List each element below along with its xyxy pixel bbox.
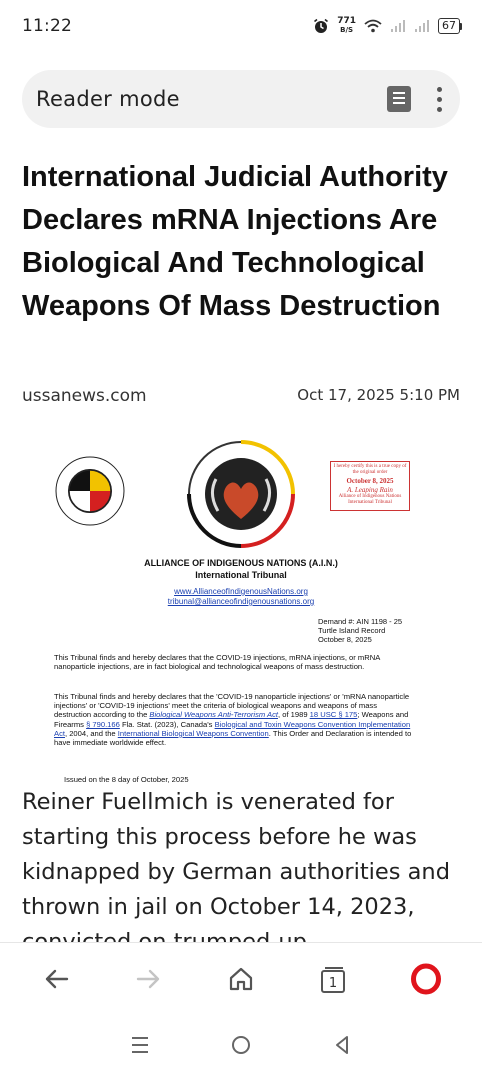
document-email-link[interactable]: tribunal@allianceofindigenousnations.org (167, 597, 315, 606)
document-issued-line: Issued on the 8 day of October, 2025 (64, 775, 189, 784)
menu-lines-icon (129, 1035, 151, 1055)
bwata-link[interactable]: Biological Weapons Anti-Terrorism Act (149, 710, 278, 720)
canada-act-link[interactable]: Biological and Toxin Weapons Convention Implementation Act (54, 719, 411, 738)
document-paragraph-1: This Tribunal finds and hereby declares that the COVID-19 injections, mRNA injections, or mRNA nanoparticle injections, are in fact biological and technological weapons of mass destruction. (54, 653, 380, 672)
document-org-title: ALLIANCE OF INDIGENOUS NATIONS (A.I.N.) (144, 558, 338, 568)
circle-home-icon (230, 1034, 252, 1056)
opera-menu-button[interactable] (402, 955, 450, 1003)
great-seal-logo (54, 455, 126, 527)
alliance-of-indigenous-nations-logo (186, 439, 296, 549)
certification-stamp (330, 461, 410, 511)
battery-icon (438, 18, 462, 34)
record-name: Turtle Island Record (318, 626, 386, 635)
forward-button[interactable] (125, 955, 173, 1003)
triangle-back-icon (331, 1034, 353, 1056)
recent-apps-button[interactable] (129, 1035, 151, 1059)
stamp-certify-text: I hereby certify this is a true copy of the original order (333, 464, 407, 475)
demand-number: Demand #: AIN 1198 - 25 (318, 617, 403, 626)
network-speed-unit: B/S (340, 26, 354, 34)
back-button[interactable] (32, 955, 80, 1003)
signal-icon-1 (390, 19, 406, 33)
reader-mode-bar (22, 70, 460, 128)
stamp-org: Alliance of Indigenous Nations International Tribunal (338, 494, 402, 505)
reader-mode-title: Reader mode (36, 87, 180, 111)
home-button[interactable] (217, 955, 265, 1003)
battery-level: 67 (438, 18, 460, 34)
article-date: Oct 17, 2025 5:10 PM (297, 386, 460, 404)
record-date: October 8, 2025 (318, 635, 372, 644)
signal-icon-2 (414, 19, 430, 33)
article-body: Reiner Fuellmich is venerated for starting this process before he was kidnapped by German authorities and thrown in jail on October 14, 2023, (22, 789, 450, 920)
document-tribunal: International Tribunal (195, 570, 287, 580)
alarm-icon (313, 18, 329, 34)
article-document-image (0, 425, 482, 785)
usc-link[interactable]: 18 USC § 175 (309, 710, 358, 720)
article-headline: International Judicial Authority Declares mRNA Injections Are Biological And Technological Weapons Of Mass Destruction (22, 161, 448, 322)
stamp-signature: A. Leaping Rain (347, 486, 393, 494)
back-nav-button[interactable] (331, 1034, 353, 1060)
forward-arrow-icon (136, 968, 162, 990)
system-navigation-bar (0, 1014, 482, 1080)
home-nav-button[interactable] (230, 1034, 252, 1060)
document-paragraph-2: This Tribunal finds and hereby declares that the 'COVID-19 nanoparticle injections' or 'mRNA nanoparticle injections' or 'COVID-19 injections' meet the criteria of biological weapons and weapons of mass destruction according to the Biological Weapons Anti-Terrorism Act, of 1989 18 USC § 175; Weapons and Firearms § 790.166 Fla. Stat. (2023), Canada's Biological and Toxin Weapons Convention Implementation Act, 2004, and the International Biological Weapons Convention. This Order and Declaration is intended to have immediate worldwide effect. (54, 692, 412, 748)
document-demand-block (318, 617, 402, 644)
document-website-link[interactable]: www.AllianceofIndigenousNations.org (174, 587, 308, 596)
network-speed (337, 17, 356, 35)
fla-stat-link[interactable]: § 790.166 (86, 719, 120, 729)
home-icon (228, 966, 254, 992)
status-bar (0, 0, 482, 52)
network-speed-value: 771 (337, 16, 356, 26)
wifi-icon (364, 19, 382, 33)
tabs-count: 1 (329, 975, 338, 991)
status-icons (313, 17, 462, 35)
bwc-link[interactable]: International Biological Weapons Convention (117, 728, 269, 738)
stamp-date: October 8, 2025 (346, 477, 394, 485)
back-arrow-icon (43, 968, 69, 990)
document-links (0, 587, 482, 607)
status-time: 11:22 (22, 16, 72, 36)
browser-toolbar (0, 942, 482, 1014)
opera-logo-icon (411, 964, 441, 994)
tabs-icon (319, 964, 347, 994)
reader-view-icon[interactable] (387, 86, 411, 112)
article-source[interactable]: ussanews.com (22, 386, 147, 406)
more-options-icon[interactable] (437, 87, 442, 112)
tabs-button[interactable] (309, 955, 357, 1003)
